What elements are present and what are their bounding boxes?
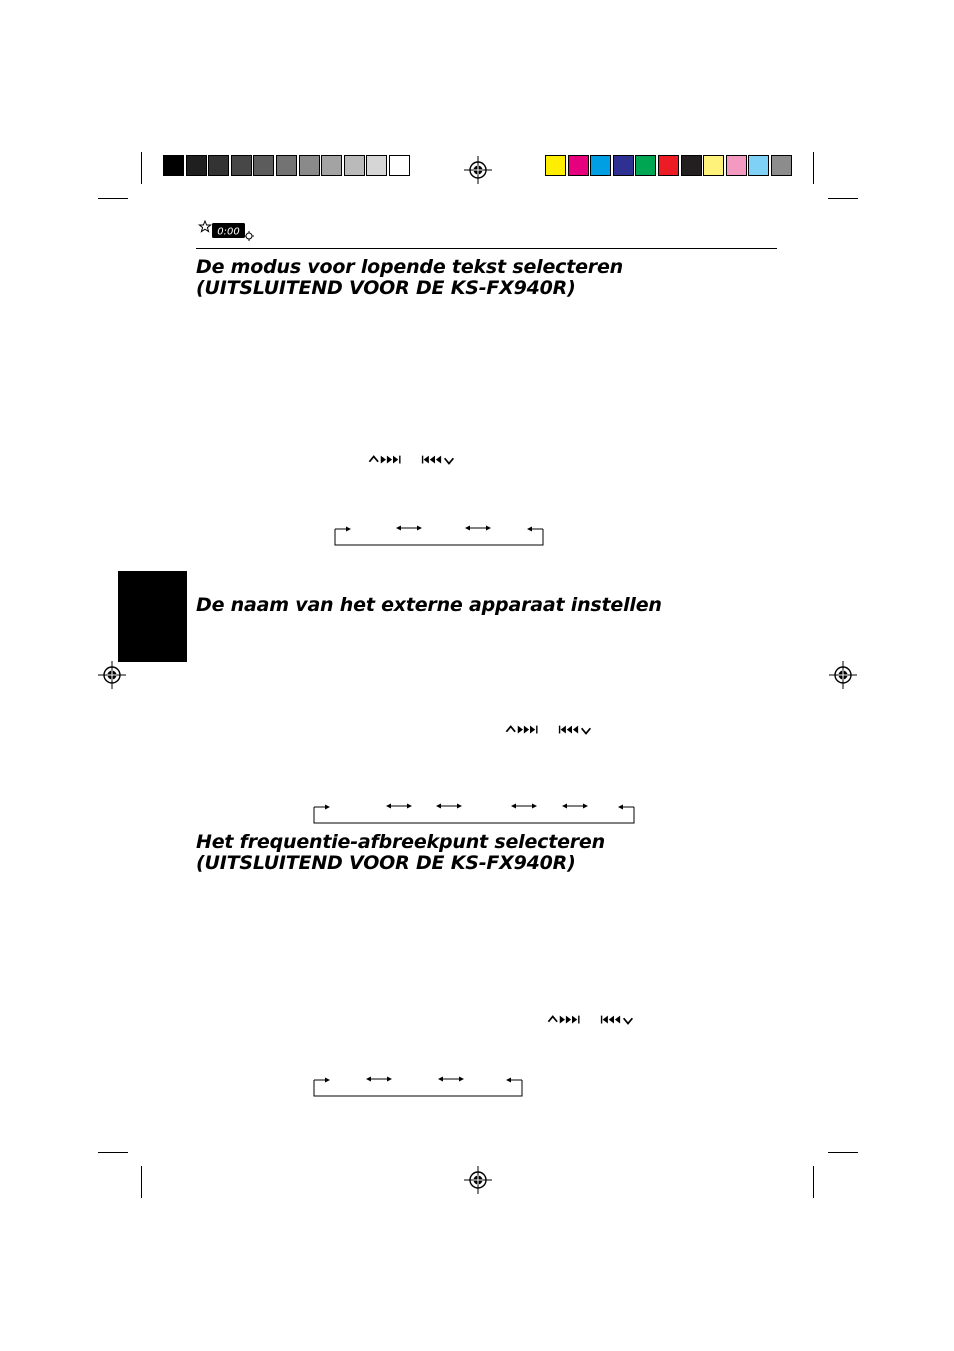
clock-display-icon	[198, 220, 256, 242]
color-swatch	[208, 155, 229, 176]
up-down-buttons	[499, 723, 603, 737]
color-swatch	[299, 155, 320, 176]
section-tab	[118, 571, 187, 662]
color-swatch	[231, 155, 252, 176]
section-title-external-name	[196, 595, 662, 616]
color-swatch	[590, 155, 611, 176]
color-swatch	[771, 155, 792, 176]
section-title-line: De modus voor lopende tekst selecteren	[196, 256, 623, 278]
color-swatch	[635, 155, 656, 176]
section-title-scroll-mode	[196, 257, 623, 299]
color-swatch	[389, 155, 410, 176]
section-title-line: Het frequentie-afbreekpunt selecteren	[196, 831, 605, 853]
clock-display-text: 0:00	[217, 226, 240, 238]
registration-mark-icon	[98, 661, 126, 689]
color-swatch	[186, 155, 207, 176]
skip-back-down-icon	[601, 1016, 633, 1024]
color-calibration-bar	[545, 155, 794, 176]
color-swatch	[568, 155, 589, 176]
color-swatch	[321, 155, 342, 176]
color-swatch	[726, 155, 747, 176]
section-title-line: (UITSLUITEND VOOR DE KS-FX940R)	[196, 277, 576, 299]
crop-mark	[813, 152, 814, 184]
section-title-line: De naam van het externe apparaat instellen	[196, 594, 662, 616]
up-skip-forward-icon	[369, 456, 400, 464]
color-swatch	[253, 155, 274, 176]
section-title-line: (UITSLUITEND VOOR DE KS-FX940R)	[196, 852, 576, 874]
crossover-cycle-diagram	[311, 1074, 525, 1098]
crop-mark	[141, 152, 142, 184]
color-swatch	[545, 155, 566, 176]
crop-mark	[828, 198, 858, 199]
color-swatch	[613, 155, 634, 176]
color-swatch	[276, 155, 297, 176]
crop-mark	[141, 1166, 142, 1198]
header-rule	[196, 248, 777, 249]
up-down-buttons	[541, 1013, 645, 1027]
up-skip-forward-icon	[548, 1016, 579, 1024]
crop-mark	[828, 1152, 858, 1153]
color-swatch	[681, 155, 702, 176]
crop-mark	[98, 1152, 128, 1153]
color-swatch	[658, 155, 679, 176]
mode-cycle-diagram	[332, 523, 546, 547]
up-skip-forward-icon	[506, 726, 537, 734]
section-title-crossover	[196, 832, 605, 874]
crop-mark	[813, 1166, 814, 1198]
up-down-buttons	[362, 453, 466, 467]
grayscale-calibration-bar	[163, 155, 412, 176]
color-swatch	[703, 155, 724, 176]
crop-mark	[98, 198, 128, 199]
name-cycle-diagram	[311, 801, 637, 825]
registration-mark-icon	[829, 661, 857, 689]
color-swatch	[163, 155, 184, 176]
color-swatch	[366, 155, 387, 176]
skip-back-down-icon	[559, 726, 591, 734]
skip-back-down-icon	[422, 456, 454, 464]
registration-mark-icon	[464, 1166, 492, 1194]
registration-mark-icon	[464, 156, 492, 184]
color-swatch	[344, 155, 365, 176]
color-swatch	[748, 155, 769, 176]
